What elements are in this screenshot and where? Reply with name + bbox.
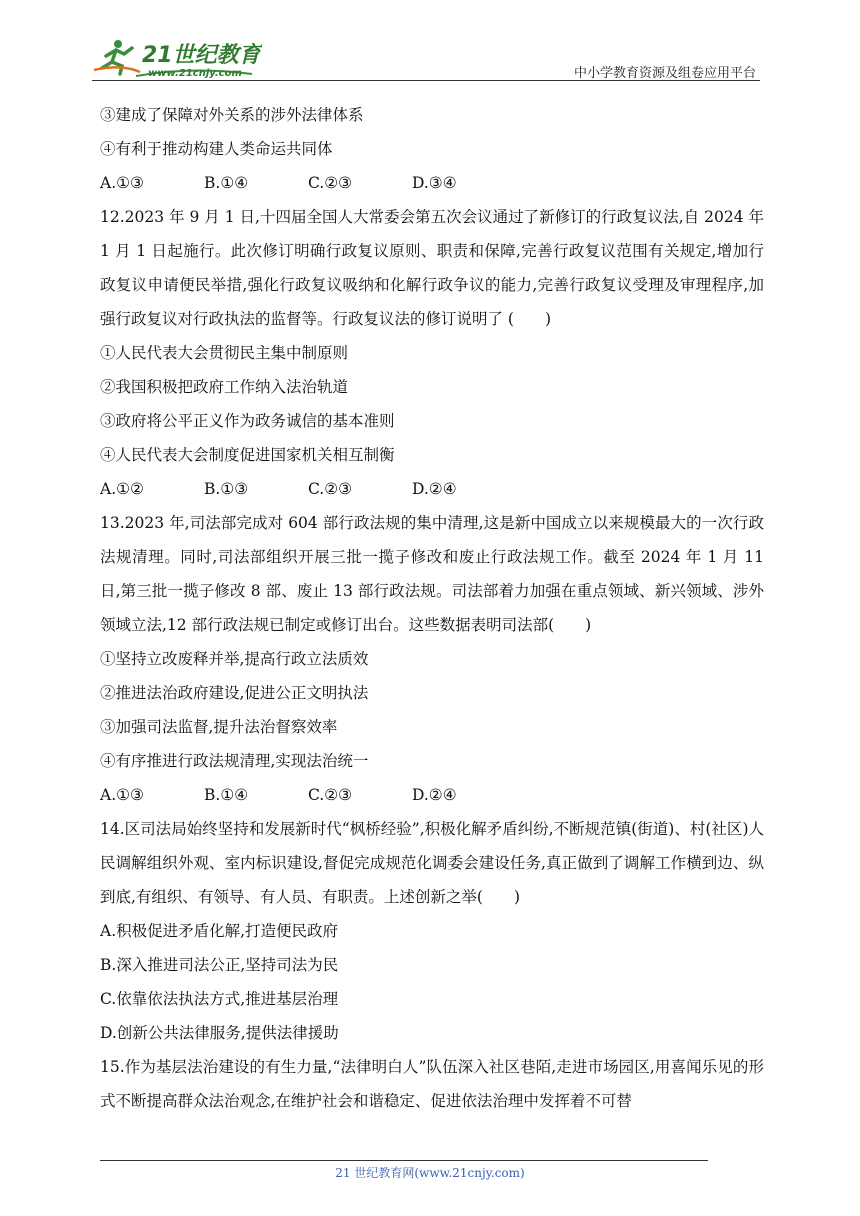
q12-option-d: D.②④ bbox=[412, 480, 457, 498]
footer-divider bbox=[100, 1160, 708, 1161]
q13-item-3: ③加强司法监督,提升法治督察效率 bbox=[100, 718, 338, 736]
q13-stem: 13.2023 年,司法部完成对 604 部行政法规的集中清理,这是新中国成立以来规模最大的一次行政法规清理。同时,司法部组织开展三批一揽子修改和废止行政法规工作。截至 2024 年 1 月 11 日,第三批一揽子修改 8 部、废止 13 部行政法规。司法部着力加强在重点领域、新兴领域、涉外领域立法,12 部行政法规已制定或修订出台。这些数据表明司法部( ) bbox=[100, 514, 764, 634]
q11-item-4: ④有利于推动构建人类命运共同体 bbox=[100, 140, 333, 158]
page-header bbox=[0, 0, 860, 82]
q12-option-b: B.①③ bbox=[204, 480, 249, 498]
q13-options bbox=[100, 778, 764, 812]
logo-url: www.21cnjy.com bbox=[148, 68, 242, 79]
q11-option-d: D.③④ bbox=[412, 174, 457, 192]
logo-wordmark: 21世纪教育 bbox=[142, 43, 261, 68]
q13-option-c: C.②③ bbox=[308, 786, 353, 804]
q13-item-2: ②推进法治政府建设,促进公正文明执法 bbox=[100, 684, 369, 702]
q11-option-c: C.②③ bbox=[308, 174, 353, 192]
q11-options bbox=[100, 166, 764, 200]
question-content bbox=[100, 98, 764, 1118]
q14-option-a: A.积极促进矛盾化解,打造便民政府 bbox=[100, 922, 339, 940]
q13-option-a: A.①③ bbox=[100, 786, 144, 804]
q12-stem: 12.2023 年 9 月 1 日,十四届全国人大常委会第五次会议通过了新修订的行政复议法,自 2024 年 1 月 1 日起施行。此次修订明确行政复议原则、职责和保障,完善行政复议范围有关规定,增加行政复议申请便民举措,强化行政复议吸纳和化解行政争议的能力,完善行政复议受理及审理程序,加强行政复议对行政执法的监督等。行政复议法的修订说明了 ( ) bbox=[100, 208, 764, 328]
q11-item-3: ③建成了保障对外关系的涉外法律体系 bbox=[100, 106, 364, 124]
q13-item-1: ①坚持立改废释并举,提高行政立法质效 bbox=[100, 650, 369, 668]
q15-stem: 15.作为基层法治建设的有生力量,“法律明白人”队伍深入社区巷陌,走进市场园区,用喜闻乐见的形式不断提高群众法治观念,在维护社会和谐稳定、促进依法治理中发挥着不可替 bbox=[100, 1058, 764, 1110]
page-footer: 21 世纪教育网(www.21cnjy.com) bbox=[335, 1166, 525, 1180]
q12-item-4: ④人民代表大会制度促进国家机关相互制衡 bbox=[100, 446, 395, 464]
q14-option-d: D.创新公共法律服务,提供法律援助 bbox=[100, 1024, 339, 1042]
q13-item-4: ④有序推进行政法规清理,实现法治统一 bbox=[100, 752, 369, 770]
brand-logo bbox=[92, 36, 262, 82]
header-divider bbox=[92, 80, 760, 81]
runner-logo-icon bbox=[92, 36, 262, 82]
q12-options bbox=[100, 472, 764, 506]
q12-option-a: A.①② bbox=[100, 480, 144, 498]
platform-name: 中小学教育资源及组卷应用平台 bbox=[573, 66, 756, 81]
q12-option-c: C.②③ bbox=[308, 480, 353, 498]
q13-option-d: D.②④ bbox=[412, 786, 457, 804]
q11-option-a: A.①③ bbox=[100, 174, 144, 192]
q12-item-2: ②我国积极把政府工作纳入法治轨道 bbox=[100, 378, 349, 396]
q13-option-b: B.①④ bbox=[204, 786, 249, 804]
q14-option-c: C.依靠依法执法方式,推进基层治理 bbox=[100, 990, 339, 1008]
q11-option-b: B.①④ bbox=[204, 174, 249, 192]
q14-stem: 14.区司法局始终坚持和发展新时代“枫桥经验”,积极化解矛盾纠纷,不断规范镇(街道)、村(社区)人民调解组织外观、室内标识建设,督促完成规范化调委会建设任务,真正做到了调解工作横到边、纵到底,有组织、有领导、有人员、有职责。上述创新之举( ) bbox=[100, 820, 764, 906]
q14-option-b: B.深入推进司法公正,坚持司法为民 bbox=[100, 956, 339, 974]
q12-item-3: ③政府将公平正义作为政务诚信的基本准则 bbox=[100, 412, 395, 430]
q12-item-1: ①人民代表大会贯彻民主集中制原则 bbox=[100, 344, 349, 362]
